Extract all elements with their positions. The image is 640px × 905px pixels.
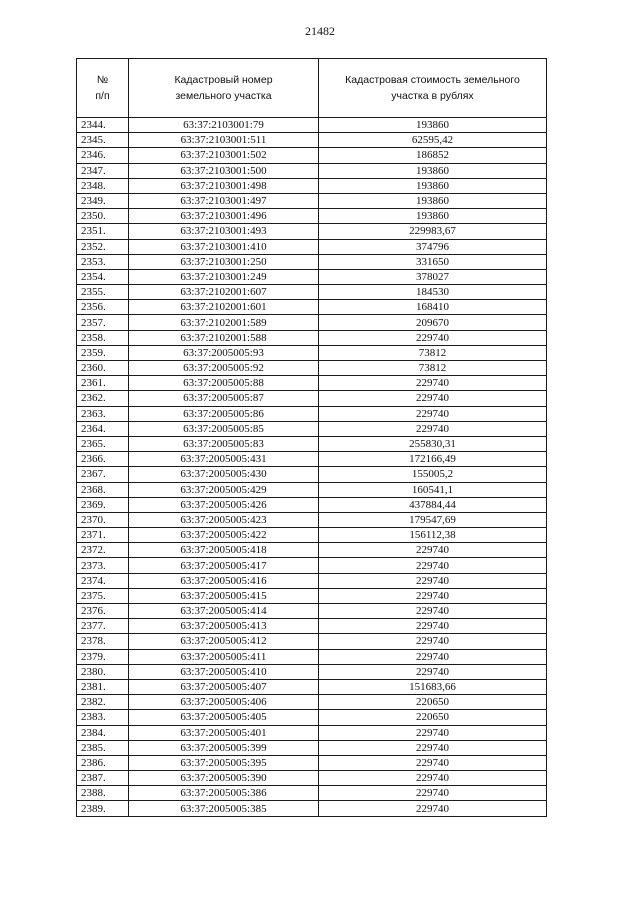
row-number: 2358. <box>77 330 129 345</box>
header-number-line-2: п/п <box>95 90 110 102</box>
table-row <box>77 467 547 482</box>
row-number: 2371. <box>77 528 129 543</box>
cadastral-number: 63:37:2005005:406 <box>129 695 319 710</box>
cadastral-number: 63:37:2102001:588 <box>129 330 319 345</box>
cadastral-value: 179547,69 <box>319 512 547 527</box>
table-row <box>77 573 547 588</box>
cadastral-number: 63:37:2005005:429 <box>129 482 319 497</box>
cadastral-number: 63:37:2102001:589 <box>129 315 319 330</box>
row-number: 2379. <box>77 649 129 664</box>
cadastral-value: 209670 <box>319 315 547 330</box>
cadastral-number: 63:37:2103001:79 <box>129 118 319 133</box>
table-row <box>77 528 547 543</box>
table-row <box>77 391 547 406</box>
row-number: 2373. <box>77 558 129 573</box>
cadastral-number: 63:37:2102001:607 <box>129 285 319 300</box>
cadastral-value: 220650 <box>319 695 547 710</box>
cadastral-value: 374796 <box>319 239 547 254</box>
cadastral-number: 63:37:2005005:88 <box>129 376 319 391</box>
cadastral-number: 63:37:2005005:417 <box>129 558 319 573</box>
table-row <box>77 300 547 315</box>
row-number: 2381. <box>77 679 129 694</box>
cadastral-value: 229740 <box>319 725 547 740</box>
cadastral-value: 73812 <box>319 345 547 360</box>
table-row <box>77 436 547 451</box>
cadastral-number: 63:37:2005005:414 <box>129 604 319 619</box>
cadastral-value: 229740 <box>319 604 547 619</box>
cadastral-number: 63:37:2103001:496 <box>129 209 319 224</box>
cadastral-value: 378027 <box>319 269 547 284</box>
cadastral-number: 63:37:2005005:431 <box>129 452 319 467</box>
cadastral-number: 63:37:2005005:399 <box>129 740 319 755</box>
cadastral-value: 172166,49 <box>319 452 547 467</box>
cadastral-number: 63:37:2005005:416 <box>129 573 319 588</box>
row-number: 2377. <box>77 619 129 634</box>
row-number: 2362. <box>77 391 129 406</box>
cadastral-value: 229740 <box>319 634 547 649</box>
cadastral-number: 63:37:2102001:601 <box>129 300 319 315</box>
row-number: 2354. <box>77 269 129 284</box>
cadastral-number: 63:37:2005005:93 <box>129 345 319 360</box>
table-row <box>77 118 547 133</box>
row-number: 2352. <box>77 239 129 254</box>
row-number: 2382. <box>77 695 129 710</box>
cadastral-value: 168410 <box>319 300 547 315</box>
cadastral-value: 73812 <box>319 361 547 376</box>
cadastral-number: 63:37:2103001:511 <box>129 133 319 148</box>
cadastral-value: 184530 <box>319 285 547 300</box>
table-row <box>77 163 547 178</box>
cadastral-value: 229740 <box>319 740 547 755</box>
cadastral-value: 229740 <box>319 649 547 664</box>
row-number: 2349. <box>77 193 129 208</box>
cadastral-value: 229740 <box>319 801 547 816</box>
row-number: 2357. <box>77 315 129 330</box>
header-cadastral-value-line-1: Кадастровая стоимость земельного <box>345 74 520 86</box>
cadastral-value: 331650 <box>319 254 547 269</box>
cadastral-number: 63:37:2005005:401 <box>129 725 319 740</box>
cadastral-value: 229740 <box>319 755 547 770</box>
cadastral-number: 63:37:2005005:395 <box>129 755 319 770</box>
table-row <box>77 421 547 436</box>
cadastral-value: 229740 <box>319 421 547 436</box>
row-number: 2363. <box>77 406 129 421</box>
cadastral-number: 63:37:2103001:497 <box>129 193 319 208</box>
cadastral-number: 63:37:2103001:493 <box>129 224 319 239</box>
header-cadastral-number-line-2: земельного участка <box>175 90 272 102</box>
table-row <box>77 558 547 573</box>
table-row <box>77 695 547 710</box>
header-cadastral-number-line-1: Кадастровый номер <box>174 74 273 86</box>
land-plots-table <box>76 58 547 817</box>
cadastral-number: 63:37:2005005:410 <box>129 664 319 679</box>
row-number: 2347. <box>77 163 129 178</box>
cadastral-value: 229740 <box>319 786 547 801</box>
table-row <box>77 649 547 664</box>
cadastral-value: 229983,67 <box>319 224 547 239</box>
row-number: 2389. <box>77 801 129 816</box>
row-number: 2355. <box>77 285 129 300</box>
table-row <box>77 588 547 603</box>
cadastral-number: 63:37:2005005:422 <box>129 528 319 543</box>
row-number: 2364. <box>77 421 129 436</box>
cadastral-number: 63:37:2103001:502 <box>129 148 319 163</box>
table-row <box>77 133 547 148</box>
cadastral-value: 193860 <box>319 209 547 224</box>
row-number: 2356. <box>77 300 129 315</box>
cadastral-number: 63:37:2005005:430 <box>129 467 319 482</box>
table-row <box>77 193 547 208</box>
cadastral-number: 63:37:2005005:426 <box>129 497 319 512</box>
cadastral-number: 63:37:2005005:86 <box>129 406 319 421</box>
cadastral-number: 63:37:2103001:500 <box>129 163 319 178</box>
table-row <box>77 406 547 421</box>
cadastral-value: 229740 <box>319 588 547 603</box>
cadastral-value: 193860 <box>319 178 547 193</box>
table-row <box>77 254 547 269</box>
cadastral-value: 62595,42 <box>319 133 547 148</box>
cadastral-number: 63:37:2103001:249 <box>129 269 319 284</box>
table-body <box>77 118 547 817</box>
cadastral-number: 63:37:2005005:413 <box>129 619 319 634</box>
table-row <box>77 801 547 816</box>
cadastral-value: 229740 <box>319 771 547 786</box>
header-cadastral-value-line-2: участка в рублях <box>391 90 474 102</box>
row-number: 2350. <box>77 209 129 224</box>
cadastral-value: 155005,2 <box>319 467 547 482</box>
cadastral-value: 229740 <box>319 376 547 391</box>
cadastral-number: 63:37:2005005:386 <box>129 786 319 801</box>
table-row <box>77 710 547 725</box>
row-number: 2345. <box>77 133 129 148</box>
row-number: 2348. <box>77 178 129 193</box>
row-number: 2346. <box>77 148 129 163</box>
row-number: 2384. <box>77 725 129 740</box>
cadastral-number: 63:37:2005005:87 <box>129 391 319 406</box>
cadastral-number: 63:37:2005005:418 <box>129 543 319 558</box>
cadastral-value: 229740 <box>319 664 547 679</box>
table-row <box>77 269 547 284</box>
cadastral-value: 229740 <box>319 558 547 573</box>
header-number <box>77 59 129 118</box>
row-number: 2367. <box>77 467 129 482</box>
cadastral-value: 229740 <box>319 330 547 345</box>
table-row <box>77 148 547 163</box>
cadastral-value: 193860 <box>319 163 547 178</box>
row-number: 2385. <box>77 740 129 755</box>
cadastral-value: 186852 <box>319 148 547 163</box>
row-number: 2378. <box>77 634 129 649</box>
cadastral-number: 63:37:2005005:390 <box>129 771 319 786</box>
table-row <box>77 345 547 360</box>
table-header-row <box>77 59 547 118</box>
row-number: 2374. <box>77 573 129 588</box>
page-number: 21482 <box>305 24 335 38</box>
header-number-line-1: № <box>96 74 109 86</box>
row-number: 2344. <box>77 118 129 133</box>
row-number: 2386. <box>77 755 129 770</box>
table-row <box>77 634 547 649</box>
cadastral-value: 229740 <box>319 619 547 634</box>
table-row <box>77 771 547 786</box>
row-number: 2351. <box>77 224 129 239</box>
table-row <box>77 376 547 391</box>
cadastral-value: 437884,44 <box>319 497 547 512</box>
header-cadastral-value <box>319 59 547 118</box>
cadastral-number: 63:37:2005005:83 <box>129 436 319 451</box>
row-number: 2365. <box>77 436 129 451</box>
cadastral-number: 63:37:2005005:411 <box>129 649 319 664</box>
cadastral-value: 151683,66 <box>319 679 547 694</box>
cadastral-number: 63:37:2005005:412 <box>129 634 319 649</box>
row-number: 2369. <box>77 497 129 512</box>
row-number: 2359. <box>77 345 129 360</box>
cadastral-number: 63:37:2005005:415 <box>129 588 319 603</box>
cadastral-number: 63:37:2103001:250 <box>129 254 319 269</box>
table-row <box>77 740 547 755</box>
row-number: 2376. <box>77 604 129 619</box>
row-number: 2372. <box>77 543 129 558</box>
table-row <box>77 452 547 467</box>
table-row <box>77 497 547 512</box>
table-row <box>77 482 547 497</box>
row-number: 2375. <box>77 588 129 603</box>
cadastral-number: 63:37:2103001:498 <box>129 178 319 193</box>
row-number: 2370. <box>77 512 129 527</box>
table-row <box>77 543 547 558</box>
table-row <box>77 315 547 330</box>
cadastral-value: 220650 <box>319 710 547 725</box>
table-row <box>77 725 547 740</box>
row-number: 2388. <box>77 786 129 801</box>
cadastral-number: 63:37:2005005:92 <box>129 361 319 376</box>
table-row <box>77 224 547 239</box>
cadastral-value: 160541,1 <box>319 482 547 497</box>
table-row <box>77 786 547 801</box>
row-number: 2380. <box>77 664 129 679</box>
table-row <box>77 604 547 619</box>
cadastral-value: 229740 <box>319 406 547 421</box>
cadastral-value: 229740 <box>319 543 547 558</box>
table-row <box>77 619 547 634</box>
cadastral-number: 63:37:2005005:423 <box>129 512 319 527</box>
row-number: 2383. <box>77 710 129 725</box>
cadastral-value: 193860 <box>319 118 547 133</box>
cadastral-number: 63:37:2005005:385 <box>129 801 319 816</box>
cadastral-number: 63:37:2005005:405 <box>129 710 319 725</box>
table-row <box>77 512 547 527</box>
row-number: 2360. <box>77 361 129 376</box>
cadastral-value: 229740 <box>319 391 547 406</box>
table-row <box>77 239 547 254</box>
cadastral-number: 63:37:2005005:407 <box>129 679 319 694</box>
table-row <box>77 330 547 345</box>
cadastral-value: 156112,38 <box>319 528 547 543</box>
row-number: 2366. <box>77 452 129 467</box>
header-cadastral-number <box>129 59 319 118</box>
row-number: 2353. <box>77 254 129 269</box>
cadastral-number: 63:37:2103001:410 <box>129 239 319 254</box>
cadastral-value: 193860 <box>319 193 547 208</box>
table-row <box>77 679 547 694</box>
row-number: 2368. <box>77 482 129 497</box>
table-row <box>77 361 547 376</box>
row-number: 2361. <box>77 376 129 391</box>
cadastral-number: 63:37:2005005:85 <box>129 421 319 436</box>
row-number: 2387. <box>77 771 129 786</box>
table-row <box>77 664 547 679</box>
table-row <box>77 755 547 770</box>
table-row <box>77 178 547 193</box>
table-row <box>77 209 547 224</box>
table-row <box>77 285 547 300</box>
cadastral-value: 229740 <box>319 573 547 588</box>
cadastral-value: 255830,31 <box>319 436 547 451</box>
